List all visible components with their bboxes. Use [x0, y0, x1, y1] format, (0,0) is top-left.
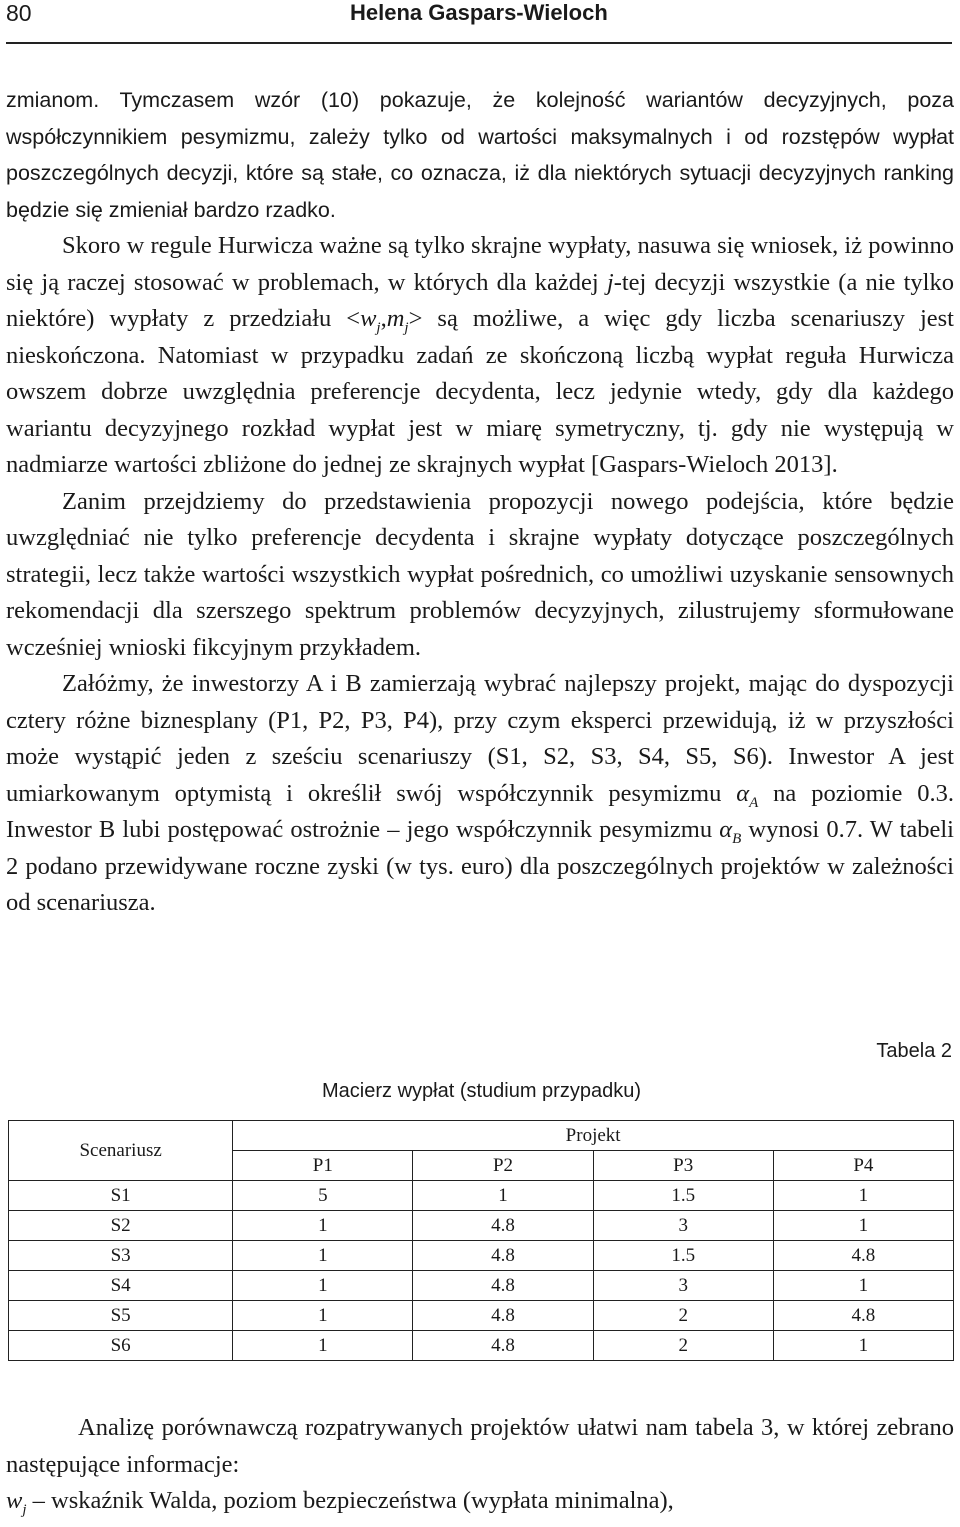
scenario-cell: S4 [9, 1271, 233, 1301]
table-cell: 1 [413, 1181, 593, 1211]
scenario-cell: S1 [9, 1181, 233, 1211]
paragraph-2-text-b: -tej decyzji wszystkie (a nie tylko niektóre) wypłaty z przedziału < [6, 268, 954, 332]
table-row [9, 1241, 954, 1271]
math-w-definition-subscript: j [22, 1501, 27, 1518]
math-w-subscript: j [376, 319, 381, 336]
paragraph-1 [6, 82, 954, 228]
table-cell: 4.8 [413, 1331, 593, 1361]
table-cell: 3 [593, 1271, 773, 1301]
page-number: 80 [6, 0, 32, 26]
definition-line [6, 1483, 954, 1520]
math-m-subscript: j [404, 319, 409, 336]
paragraph-4 [6, 666, 954, 922]
table-row [9, 1211, 954, 1241]
header-rule [6, 42, 952, 44]
table-cell: 1.5 [593, 1241, 773, 1271]
table-cell: 5 [233, 1181, 413, 1211]
table-cell: 1 [773, 1211, 953, 1241]
paragraph-5: Analizę porównawczą rozpatrywanych projektów ułatwi nam tabela 3, w której zebrano następujące informacje: [6, 1414, 954, 1478]
math-j: j [606, 268, 614, 296]
table-cell: 3 [593, 1211, 773, 1241]
row-header-cell: Scenariusz [9, 1121, 233, 1181]
paragraph-3: Zanim przejdziemy do przedstawienia propozycji nowego podejścia, które będzie uwzględniać nie tylko preferencje decydenta i skrajne wypłaty dotyczące poszczególnych strategii, lecz także wartości wszystkich wypłat pośrednich, co umożliwi uzyskanie sensownych rekomendacji dla szerszego spektrum problemów decyzyjnych, zilustrujemy sformułowane wcześniej wnioski fikcyjnym przykładem. [6, 487, 954, 661]
table-cell: 1 [773, 1271, 953, 1301]
table-header-row [9, 1121, 954, 1151]
payoff-table [8, 1120, 954, 1361]
table-cell: 1 [233, 1271, 413, 1301]
table-caption: Macierz wypłat (studium przypadku) [322, 1080, 641, 1102]
math-alpha-b: α [719, 816, 733, 843]
paragraph-1-text: zmianom. Tymczasem wzór (10) pokazuje, że kolejność wariantów decyzyjnych, poza współczynnikiem pesymizmu, zależy tylko od wartości maksymalnych i od rozstępów wypłat poszczególnych decyzji, które są stałe, co oznacza, iż dla niektórych sytuacji decyzyjnych ranking będzie się zmieniał bardzo rzadko. [6, 88, 954, 222]
body-text [6, 82, 954, 922]
scenario-cell: S6 [9, 1331, 233, 1361]
table-cell: 4.8 [773, 1301, 953, 1331]
table-cell: 4.8 [413, 1271, 593, 1301]
table-cell: 4.8 [773, 1241, 953, 1271]
table-cell: 1.5 [593, 1181, 773, 1211]
table-cell: 1 [233, 1301, 413, 1331]
table-cell: 4.8 [413, 1301, 593, 1331]
scenario-cell: S3 [9, 1241, 233, 1271]
math-m: m [386, 305, 405, 332]
table-cell: 2 [593, 1301, 773, 1331]
table-row [9, 1301, 954, 1331]
group-header-cell: Projekt [233, 1121, 954, 1151]
paragraph-2-text-a: Skoro w regule Hurwicza ważne są tylko skrajne wypłaty, nasuwa się wniosek, iż powinno się ją raczej stosować w problemach, w których dla każdej [6, 232, 954, 296]
math-w: w [360, 305, 377, 332]
table-cell: 4.8 [413, 1241, 593, 1271]
column-header: P1 [233, 1151, 413, 1181]
after-table-text [6, 1410, 954, 1520]
column-header: P2 [413, 1151, 593, 1181]
table-cell: 4.8 [413, 1211, 593, 1241]
math-alpha-b-subscript: B [732, 830, 742, 847]
math-alpha-a-subscript: A [749, 794, 759, 811]
math-w-definition: w [6, 1487, 23, 1514]
table-row [9, 1181, 954, 1211]
definition-text: – wskaźnik Walda, poziom bezpieczeństwa (wypłata minimalna), [26, 1487, 674, 1514]
paragraph-4-text-b: na poziomie 0.3. Inwestor B lubi postępować ostrożnie – jego współczynnik pesymizmu [6, 779, 955, 843]
math-comma: , [380, 305, 387, 332]
table-cell: 1 [773, 1331, 953, 1361]
table-cell: 1 [233, 1241, 413, 1271]
column-header: P3 [593, 1151, 773, 1181]
page-header [0, 0, 960, 46]
table-cell: 1 [773, 1181, 953, 1211]
paragraph-2 [6, 228, 954, 484]
scenario-cell: S5 [9, 1301, 233, 1331]
paragraph-4-text-a: Załóżmy, że inwestorzy A i B zamierzają wybrać najlepszy projekt, mając do dyspozycji cztery różne biznesplany (P1, P2, P3, P4), przy czym eksperci przewidują, iż w przyszłości może wystąpić jeden z sześciu scenariuszy (S1, S2, S3, S4, S5, S6). Inwestor A jest umiarkowanym optymistą i określił swój współczynnik pesymizmu [6, 670, 954, 807]
running-head: Helena Gaspars-Wieloch [350, 0, 608, 25]
paragraph-4-text-c: wynosi 0.7. W tabeli 2 podano przewidywane roczne zyski (w tys. euro) dla poszczególnych projektów w zależności od scenariusza. [6, 816, 954, 916]
table-cell: 2 [593, 1331, 773, 1361]
table-cell: 1 [233, 1331, 413, 1361]
paragraph-2-text-c: > są możliwe, a więc gdy liczba scenariuszy jest nieskończona. Natomiast w przypadku zadań ze skończoną liczbą wypłat reguła Hurwicza owszem dobrze uwzględnia preferencje decydenta, lecz jedynie wtedy, gdy dla każdego wariantu decyzyjnego rozkład wypłat jest w miarę symetryczny, tj. gdy nie występują w nadmiarze wartości zbliżone do jednej ze skrajnych wypłat [Gaspars-Wieloch 2013]. [6, 305, 954, 478]
table-row [9, 1271, 954, 1301]
table-cell: 1 [233, 1211, 413, 1241]
scenario-cell: S2 [9, 1211, 233, 1241]
column-header: P4 [773, 1151, 953, 1181]
table-label: Tabela 2 [876, 1040, 952, 1062]
table-row [9, 1331, 954, 1361]
math-alpha-a: α [736, 779, 750, 807]
